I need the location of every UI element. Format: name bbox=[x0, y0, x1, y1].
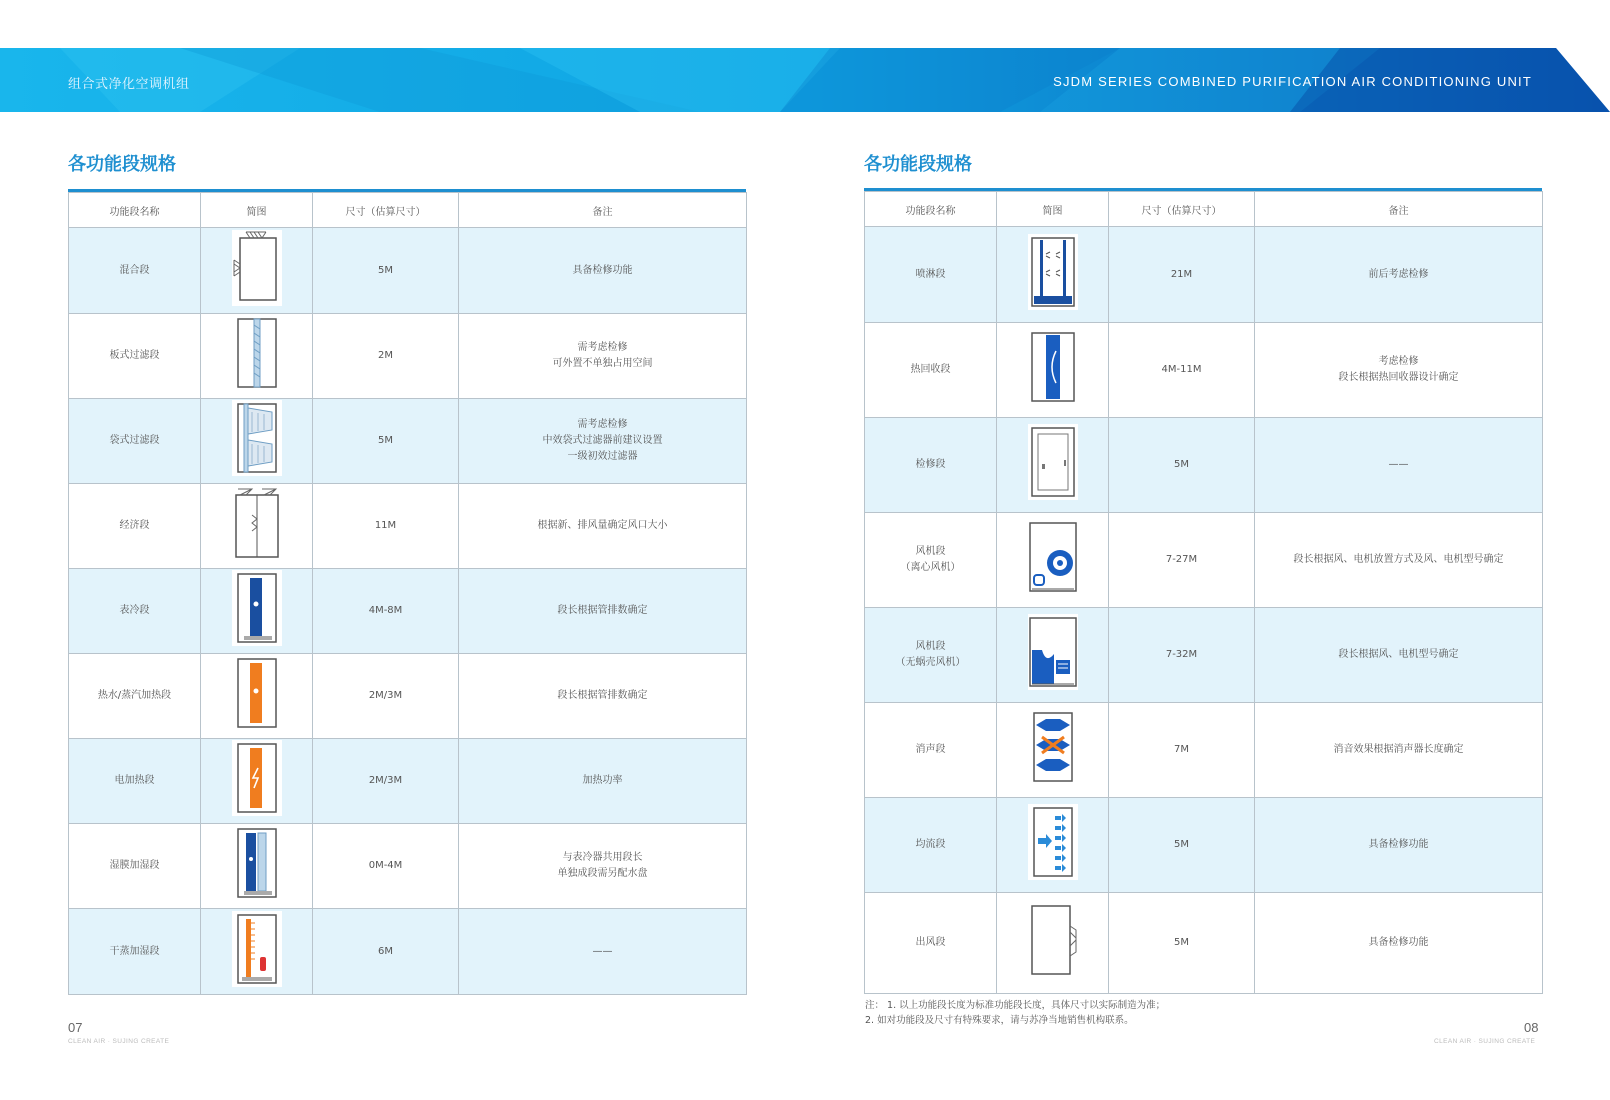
note-cell: —— bbox=[1255, 418, 1543, 513]
discharge-section-icon bbox=[1028, 902, 1078, 978]
size-cell: 5M bbox=[1109, 798, 1255, 893]
note-cell: 前后考虑检修 bbox=[1255, 227, 1543, 323]
dry-steam-humidifier-icon bbox=[232, 911, 282, 987]
diagram-cell bbox=[997, 703, 1109, 798]
table-row bbox=[69, 228, 747, 314]
left-footer: CLEAN AIR · SUJING CREATE bbox=[68, 1038, 170, 1045]
column-header: 备注 bbox=[1255, 192, 1543, 227]
table-row bbox=[69, 739, 747, 824]
section-name-cell: 风机段 （离心风机） bbox=[865, 513, 997, 608]
table-row bbox=[865, 418, 1543, 513]
size-cell: 2M bbox=[313, 314, 459, 399]
column-header: 简图 bbox=[201, 193, 313, 228]
table-row bbox=[69, 569, 747, 654]
column-header: 简图 bbox=[997, 192, 1109, 227]
economizer-icon bbox=[232, 485, 282, 561]
section-name-cell: 表冷段 bbox=[69, 569, 201, 654]
column-header: 功能段名称 bbox=[69, 193, 201, 228]
note-cell: 具备检修功能 bbox=[459, 228, 747, 314]
mixing-section-icon bbox=[232, 230, 282, 306]
note-line: 2. 如对功能段及尺寸有特殊要求，请与苏净当地销售机构联系。 bbox=[865, 1015, 1134, 1026]
column-header: 功能段名称 bbox=[865, 192, 997, 227]
table-row bbox=[69, 909, 747, 995]
wet-film-humidifier-icon bbox=[232, 825, 282, 901]
size-cell: 7M bbox=[1109, 703, 1255, 798]
table-row bbox=[865, 798, 1543, 893]
diagram-cell bbox=[997, 893, 1109, 994]
silencer-icon bbox=[1028, 709, 1078, 785]
size-cell: 0M-4M bbox=[313, 824, 459, 909]
diagram-cell bbox=[201, 824, 313, 909]
table-notes bbox=[865, 998, 1165, 1028]
diagram-cell bbox=[201, 739, 313, 824]
size-cell: 7-27M bbox=[1109, 513, 1255, 608]
plug-fan-icon bbox=[1028, 614, 1078, 690]
spray-section-icon bbox=[1028, 234, 1078, 310]
right-footer: CLEAN AIR · SUJING CREATE bbox=[1434, 1038, 1536, 1045]
diagram-cell bbox=[201, 314, 313, 399]
size-cell: 5M bbox=[313, 399, 459, 484]
note-cell: 段长根据风、电机型号确定 bbox=[1255, 608, 1543, 703]
right-spec-table bbox=[864, 191, 1543, 994]
diagram-cell bbox=[201, 654, 313, 739]
size-cell: 4M-8M bbox=[313, 569, 459, 654]
table-row bbox=[69, 399, 747, 484]
note-cell: 具备检修功能 bbox=[1255, 893, 1543, 994]
table-row bbox=[865, 323, 1543, 418]
table-row bbox=[69, 484, 747, 569]
header-banner bbox=[0, 48, 1610, 112]
size-cell: 7-32M bbox=[1109, 608, 1255, 703]
column-header: 尺寸（估算尺寸） bbox=[313, 193, 459, 228]
table-row bbox=[865, 608, 1543, 703]
note-cell: 加热功率 bbox=[459, 739, 747, 824]
note-cell: —— bbox=[459, 909, 747, 995]
section-name-cell: 出风段 bbox=[865, 893, 997, 994]
section-name-cell: 热水/蒸汽加热段 bbox=[69, 654, 201, 739]
section-name-cell: 均流段 bbox=[865, 798, 997, 893]
note-cell: 与表冷器共用段长 单独成段需另配水盘 bbox=[459, 824, 747, 909]
section-name-cell: 经济段 bbox=[69, 484, 201, 569]
size-cell: 2M/3M bbox=[313, 654, 459, 739]
electric-heating-icon bbox=[232, 740, 282, 816]
section-name-cell: 电加热段 bbox=[69, 739, 201, 824]
bag-filter-icon bbox=[232, 400, 282, 476]
note-cell: 段长根据管排数确定 bbox=[459, 569, 747, 654]
diagram-cell bbox=[997, 323, 1109, 418]
table-row bbox=[69, 824, 747, 909]
note-cell: 需考虑检修 中效袋式过滤器前建议设置 一级初效过滤器 bbox=[459, 399, 747, 484]
note-cell: 具备检修功能 bbox=[1255, 798, 1543, 893]
section-name-cell: 风机段 （无蜗壳风机） bbox=[865, 608, 997, 703]
diagram-cell bbox=[201, 569, 313, 654]
diagram-cell bbox=[201, 399, 313, 484]
section-name-cell: 板式过滤段 bbox=[69, 314, 201, 399]
note-cell: 考虑检修 段长根据热回收器设计确定 bbox=[1255, 323, 1543, 418]
left-section-title: 各功能段规格 bbox=[68, 154, 176, 175]
size-cell: 5M bbox=[1109, 418, 1255, 513]
diagram-cell bbox=[201, 228, 313, 314]
size-cell: 6M bbox=[313, 909, 459, 995]
section-name-cell: 混合段 bbox=[69, 228, 201, 314]
left-spec-table bbox=[68, 192, 747, 995]
panel-filter-icon bbox=[232, 315, 282, 391]
note-line: 注： 1. 以上功能段长度为标准功能段长度，具体尺寸以实际制造为准； bbox=[865, 1000, 1166, 1011]
note-cell: 段长根据风、电机放置方式及风、电机型号确定 bbox=[1255, 513, 1543, 608]
note-cell: 根据新、排风量确定风口大小 bbox=[459, 484, 747, 569]
banner-right-title: SJDM SERIES COMBINED PURIFICATION AIR CONDITIONING UNIT bbox=[1053, 74, 1532, 89]
diagram-cell bbox=[201, 909, 313, 995]
access-section-icon bbox=[1028, 424, 1078, 500]
section-name-cell: 热回收段 bbox=[865, 323, 997, 418]
table-row bbox=[69, 314, 747, 399]
note-cell: 消音效果根据消声器长度确定 bbox=[1255, 703, 1543, 798]
diagram-cell bbox=[997, 227, 1109, 323]
section-name-cell: 喷淋段 bbox=[865, 227, 997, 323]
size-cell: 11M bbox=[313, 484, 459, 569]
hot-water-heating-icon bbox=[232, 655, 282, 731]
size-cell: 2M/3M bbox=[313, 739, 459, 824]
cooling-coil-icon bbox=[232, 570, 282, 646]
banner-left-title: 组合式净化空调机组 bbox=[68, 77, 190, 92]
size-cell: 4M-11M bbox=[1109, 323, 1255, 418]
table-header-row bbox=[69, 193, 747, 228]
diagram-cell bbox=[997, 608, 1109, 703]
size-cell: 5M bbox=[1109, 893, 1255, 994]
left-page-number: 07 bbox=[68, 1020, 83, 1035]
centrifugal-fan-icon bbox=[1028, 519, 1078, 595]
section-name-cell: 消声段 bbox=[865, 703, 997, 798]
diagram-cell bbox=[201, 484, 313, 569]
note-cell: 段长根据管排数确定 bbox=[459, 654, 747, 739]
size-cell: 21M bbox=[1109, 227, 1255, 323]
section-name-cell: 湿膜加湿段 bbox=[69, 824, 201, 909]
heat-recovery-icon bbox=[1028, 329, 1078, 405]
table-header-row bbox=[865, 192, 1543, 227]
table-row bbox=[865, 513, 1543, 608]
right-section-title: 各功能段规格 bbox=[864, 154, 972, 175]
table-row bbox=[865, 893, 1543, 994]
table-row bbox=[69, 654, 747, 739]
size-cell: 5M bbox=[313, 228, 459, 314]
section-name-cell: 检修段 bbox=[865, 418, 997, 513]
column-header: 备注 bbox=[459, 193, 747, 228]
diagram-cell bbox=[997, 418, 1109, 513]
section-name-cell: 袋式过滤段 bbox=[69, 399, 201, 484]
table-row bbox=[865, 227, 1543, 323]
flow-equalizer-icon bbox=[1028, 804, 1078, 880]
diagram-cell bbox=[997, 798, 1109, 893]
column-header: 尺寸（估算尺寸） bbox=[1109, 192, 1255, 227]
right-page-number: 08 bbox=[1524, 1020, 1539, 1035]
diagram-cell bbox=[997, 513, 1109, 608]
note-cell: 需考虑检修 可外置不单独占用空间 bbox=[459, 314, 747, 399]
table-row bbox=[865, 703, 1543, 798]
section-name-cell: 干蒸加湿段 bbox=[69, 909, 201, 995]
